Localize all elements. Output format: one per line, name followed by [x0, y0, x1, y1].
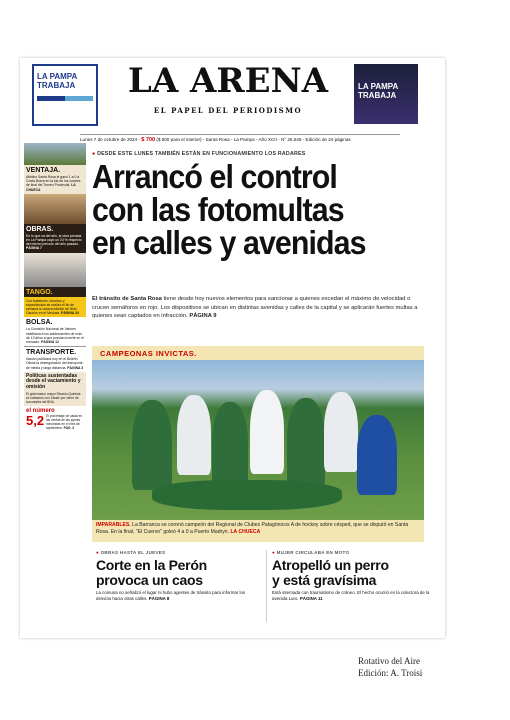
bullet-icon: ●: [272, 550, 276, 555]
teaser-transporte[interactable]: [24, 346, 86, 372]
story-right-page: PÁGINA 11: [299, 595, 323, 601]
ventaja-page: LA CHUECA: [26, 183, 76, 192]
dateline-date: Lunes 7 de octubre de 2024 -: [80, 137, 142, 142]
lede-lead: El tránsito de Santa Rosa: [92, 296, 162, 302]
tango-title: TANGO.: [26, 288, 53, 296]
headline-line-3: en calles y avenidas: [92, 224, 366, 261]
teaser-tango-header: [24, 287, 86, 297]
story-left-text: La comuna no señalizó el lugar ni hubo agentes de tránsito para informar los desvíos hacia otras calles.: [96, 590, 246, 601]
story-left-headline-2: provoca un caos: [96, 572, 203, 588]
obras-page: PÁGINA 7: [26, 246, 42, 251]
photo-story[interactable]: [92, 346, 424, 542]
team-photo: [92, 360, 424, 520]
headline-line-1: Arrancó el control: [92, 158, 337, 195]
main-kicker: [92, 151, 305, 157]
quote-text: Políticas sustentadas desde el vaciamiento y omisión: [26, 372, 81, 390]
obras-photo: [24, 194, 86, 224]
player-figure: [250, 390, 284, 474]
bolsa-title: BOLSA.: [26, 319, 53, 327]
transporte-page: PÁGINA 3: [67, 365, 84, 370]
player-figure: [212, 402, 248, 490]
story-right-headline-2: y está gravísima: [272, 572, 377, 588]
caption-page: LA CHUECA: [230, 529, 261, 535]
dateline-price: $ 700: [141, 137, 156, 143]
main-headline[interactable]: [92, 160, 405, 259]
tango-text: Con bailarines, músicos y espectáculos se realizó el fin de semana la octava edición de Nido Gaucho en el Medusa.: [26, 298, 77, 316]
column-divider: [266, 550, 267, 622]
photo-label: CAMPEONAS INVICTAS.: [100, 349, 197, 358]
teaser-tango[interactable]: [24, 297, 86, 318]
kneeling-row: [152, 480, 342, 510]
headline-line-2: con las fotomultas: [92, 191, 344, 228]
story-right-kicker: MUJER CIRCULABA EN MOTO: [276, 550, 350, 555]
newspaper-front-page: [20, 58, 445, 638]
story-left-kicker: OBRAS HASTA EL JUEVES: [100, 550, 166, 555]
bullet-icon: ●: [92, 151, 96, 157]
obras-title: OBRAS.: [26, 225, 54, 233]
promo-left-line-1: LA PAMPA: [37, 72, 78, 81]
teaser-bolsa[interactable]: [24, 317, 86, 346]
promo-right-line-1: LA PAMPA: [358, 82, 399, 91]
story-left-headline-1: Corte en la Perón: [96, 557, 207, 573]
player-figure: [132, 400, 172, 490]
ventaja-photo: [24, 143, 86, 165]
credits-line-2: Edición: A. Troisi: [358, 668, 423, 678]
story-atropello[interactable]: [272, 550, 430, 601]
player-figure: [287, 398, 325, 488]
main-kicker-text: DESDE ESTE LUNES TAMBIÉN ESTÁN EN FUNCIONAMIENTO LOS RADARES: [97, 151, 306, 157]
quote-box: [24, 372, 86, 407]
masthead-tagline: EL PAPEL DEL PERIODISMO: [153, 106, 303, 115]
caption-text: La Barranca se coronó campeón del Regional de Clubes Patagónicos A de hockey sobre césped, que se disputó en Santa Rosa. En la final, "El Cuervo" goleó 4 a 0 a Puerto Madryn.: [96, 522, 409, 535]
player-figure: [324, 392, 358, 472]
player-figure: [357, 415, 397, 495]
photo-caption: [96, 522, 420, 536]
main-lede: [92, 295, 422, 321]
credits-line-1: Rotativo del Aire: [358, 656, 420, 666]
promo-la-pampa-trabaja-right[interactable]: [354, 64, 418, 124]
story-left-page: PÁGINA 8: [148, 595, 170, 601]
numero-page: PÁG. 3: [63, 426, 75, 431]
story-corte-peron[interactable]: [96, 550, 254, 601]
numero-value: 5,2: [26, 413, 45, 429]
teaser-ventaja[interactable]: [24, 165, 86, 194]
ventaja-title: VENTAJA.: [26, 167, 61, 174]
promo-right-line-2: TRABAJA: [358, 91, 397, 100]
tango-photo: [24, 253, 86, 287]
dateline-rest: ($ 800 para el interior) - Santa Rosa - La Pampa - Año XCII - N° 26.546 - Edición de 24 páginas: [155, 137, 351, 142]
player-figure: [177, 395, 211, 475]
credits: [358, 655, 422, 679]
ventaja-text: Atlético Santa Rosa le ganó 1 a 0 a Costa Brava en la ida de los cuartos de final del Torneo Provincial.: [26, 175, 81, 188]
caption-lead: IMPARABLES.: [96, 522, 131, 528]
bolsa-page: PÁGINA 12: [41, 340, 59, 345]
transporte-text: Nación publicará hoy en el Boletín Oficial la desregulación del transporte de media y larga distancia.: [26, 357, 83, 370]
tango-page: PÁGINA 24: [61, 311, 79, 316]
promo-left-line-2: TRABAJA: [37, 81, 76, 90]
lede-text: tiene desde hoy nuevos elementos para sancionar a quienes excedan el máximo de velocidad o crucen semáforos en rojo. Los dispositivos se ubican en distintas avenidas y calles de la capital y se aplicarán fuertes multas a quienes sean captados en infracción.: [92, 296, 418, 319]
numero-title: el número: [26, 408, 55, 415]
dateline: [80, 134, 400, 143]
logo-text: LA ARENA: [127, 61, 329, 101]
quote-note: El gobernador mayor Ricardo Quintela se solidarizó con Zárate por cierre de sucursales del BNA.: [26, 392, 81, 405]
obras-text: En lo que va del año, la obra privada en La Pampa cayó un 24 % respecto del mismo período del año pasado.: [26, 233, 82, 247]
numero-text: El porcentaje de caída en las ventas de las pymes minoristas en el mes de septiembre.: [46, 414, 83, 431]
transporte-title: TRANSPORTE.: [26, 349, 77, 357]
teaser-obras[interactable]: [24, 224, 86, 253]
left-column: [24, 143, 86, 638]
numero-box: [24, 406, 86, 432]
story-right-text: Está internada con traumatismo de cráneo. El hecho ocurrió en la colectora de la avenida Luro.: [272, 590, 430, 601]
story-right-headline-1: Atropelló un perro: [272, 557, 389, 573]
bullet-icon: ●: [96, 550, 100, 555]
lede-page: PÁGINA 9: [189, 313, 217, 319]
masthead-logo: [108, 58, 348, 115]
promo-la-pampa-trabaja-left[interactable]: [32, 64, 98, 126]
promo-stripe: [37, 96, 93, 101]
bolsa-text: La Comisión Nacional de Valores habilitaría a los adolescentes de más de 13 años a que puedan invertir en el mercado.: [26, 327, 84, 345]
